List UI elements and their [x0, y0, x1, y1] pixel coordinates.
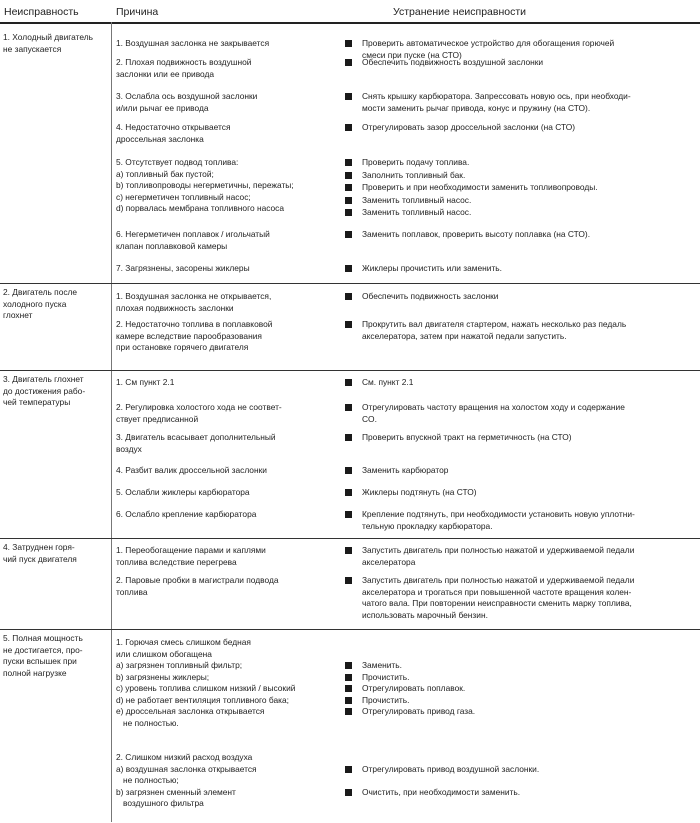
cause-text: и/или рычаг ее привода: [116, 102, 209, 113]
remedy-text: Очистить, при необходимости заменить.: [362, 787, 521, 797]
cause-text: 4. Недостаточно открывается: [116, 122, 231, 132]
section-rule: [0, 629, 700, 630]
remedy-text: Заменить карбюратор: [362, 465, 449, 475]
bullet-square-icon: [345, 184, 352, 191]
bullet-square-icon: [345, 789, 352, 796]
cause-text: 2. Регулировка холостого хода не соответ-: [116, 402, 282, 412]
fault-text: полной нагрузке: [3, 667, 67, 678]
bullet-square-icon: [345, 124, 352, 131]
cause-text: ствует предписанной: [116, 413, 199, 424]
cause-text: не полностью.: [116, 717, 179, 728]
fault-text: глохнет: [3, 310, 33, 320]
remedy-text: Заменить поплавок, проверить высоту поплавка (на СТО).: [362, 229, 591, 239]
cause-text: 1. Переобогащение парами и каплями: [116, 545, 266, 555]
fault-text: не достигается, про-: [3, 644, 83, 655]
section-rule: [0, 538, 700, 539]
remedy-text: Обеспечить подвижность воздушной заслонки: [362, 57, 544, 67]
remedy-text: Отрегулировать зазор дроссельной заслонки (на СТО): [362, 122, 576, 132]
cause-text: воздушного фильтра: [116, 798, 204, 808]
cause-text: 7. Загрязнены, засорены жиклеры: [116, 263, 250, 273]
cause-text: d) не работает вентиляция топливного бака;: [116, 694, 290, 705]
cause-text: топлива вследствие перегрева: [116, 556, 237, 567]
remedy-text: Запустить двигатель при полностью нажатой и удерживаемой педали: [362, 545, 635, 555]
remedy-text: Проверить впускной тракт на герметичность (на СТО): [362, 432, 572, 442]
remedy-text: Проверить автоматическое устройство для обогащения горючей: [362, 38, 615, 48]
remedy-text: Заменить топливный насос.: [362, 194, 472, 205]
remedy-text: Запустить двигатель при полностью нажатой и удерживаемой педали: [362, 575, 635, 585]
bullet-square-icon: [345, 40, 352, 47]
fault-text: чей температуры: [3, 397, 71, 407]
bullet-square-icon: [345, 674, 352, 681]
bullet-square-icon: [345, 172, 352, 179]
section-rule: [0, 370, 700, 371]
cause-text: 5. Отсутствует подвод топлива:: [116, 157, 239, 167]
bullet-square-icon: [345, 231, 352, 238]
column-divider: [111, 22, 112, 822]
bullet-square-icon: [345, 662, 352, 669]
remedy-text: акселератора: [362, 556, 416, 567]
fault-text: не запускается: [3, 43, 62, 54]
cause-text: 6. Ослабло крепление карбюратора: [116, 509, 257, 519]
remedy-text: смеси при пуске (на СТО): [362, 49, 462, 60]
bullet-square-icon: [345, 197, 352, 204]
bullet-square-icon: [345, 59, 352, 66]
cause-text: c) негерметичен топливный насос;: [116, 191, 251, 202]
fault-text: 5. Полная мощность: [3, 633, 83, 643]
bullet-square-icon: [345, 708, 352, 715]
cause-text: 3. Двигатель всасывает дополнительный: [116, 432, 276, 442]
bullet-square-icon: [345, 293, 352, 300]
header-cause: Причина: [116, 6, 159, 18]
fault-text: до достижения рабо-: [3, 385, 86, 396]
remedy-text: Крепление подтянуть, при необходимости установить новую уплотни-: [362, 509, 635, 519]
cause-text: 6. Негерметичен поплавок / игольчатый: [116, 229, 270, 239]
remedy-text: Прокрутить вал двигателя стартером, нажать несколько раз педаль: [362, 319, 627, 329]
cause-text: 2. Плохая подвижность воздушной: [116, 57, 252, 67]
bullet-square-icon: [345, 511, 352, 518]
bullet-square-icon: [345, 321, 352, 328]
cause-text: 5. Ослабли жиклеры карбюратора: [116, 487, 250, 497]
remedy-text: Снять крышку карбюратора. Запрессовать новую ось, при необходи-: [362, 91, 631, 101]
cause-text: воздух: [116, 443, 142, 454]
fault-text: пуски вспышек при: [3, 656, 77, 666]
cause-text: или слишком обогащена: [116, 648, 212, 659]
cause-text: 4. Разбит валик дроссельной заслонки: [116, 465, 267, 475]
remedy-text: Отрегулировать поплавок.: [362, 683, 466, 693]
bullet-square-icon: [345, 265, 352, 272]
remedy-text: Заменить топливный насос.: [362, 207, 472, 217]
fault-text: 3. Двигатель глохнет: [3, 374, 84, 384]
remedy-text: использовать марочный бензин.: [362, 609, 488, 620]
header-rule: [0, 22, 700, 24]
header-remedy: Устранение неисправности: [393, 6, 527, 18]
bullet-square-icon: [345, 489, 352, 496]
fault-text: 1. Холодный двигатель: [3, 32, 93, 42]
remedy-text: акселератора, затем при нажатой педали запустить.: [362, 330, 567, 341]
cause-text: e) дроссельная заслонка открывается: [116, 706, 265, 716]
remedy-text: См. пункт 2.1: [362, 377, 414, 387]
cause-text: 2. Недостаточно топлива в поплавковой: [116, 319, 273, 329]
cause-text: топлива: [116, 586, 148, 597]
cause-text: плохая подвижность заслонки: [116, 302, 234, 313]
cause-text: 1. Воздушная заслонка не открывается,: [116, 291, 272, 301]
fault-text: 2. Двигатель после: [3, 287, 78, 297]
bullet-square-icon: [345, 379, 352, 386]
cause-text: дроссельная заслонка: [116, 133, 204, 144]
remedy-text: Проверить и при необходимости заменить топливопроводы.: [362, 182, 598, 192]
bullet-square-icon: [345, 467, 352, 474]
remedy-text: тельную прокладку карбюратора.: [362, 520, 493, 531]
bullet-square-icon: [345, 93, 352, 100]
remedy-text: Прочистить.: [362, 694, 410, 705]
cause-text: при остановке горячего двигателя: [116, 342, 249, 352]
remedy-text: Жиклеры прочистить или заменить.: [362, 263, 502, 273]
bullet-square-icon: [345, 434, 352, 441]
cause-text: a) воздушная заслонка открывается: [116, 763, 257, 774]
cause-text: d) порвалась мембрана топливного насоса: [116, 203, 285, 213]
remedy-text: Заменить.: [362, 660, 402, 670]
cause-text: c) уровень топлива слишком низкий / высокий: [116, 683, 296, 693]
cause-text: 1. См пункт 2.1: [116, 377, 175, 387]
remedy-text: Проверить подачу топлива.: [362, 157, 470, 167]
cause-text: a) топливный бак пустой;: [116, 168, 214, 179]
remedy-text: Заполнить топливный бак.: [362, 169, 466, 180]
cause-text: 2. Слишком низкий расход воздуха: [116, 752, 253, 762]
remedy-text: Отрегулировать частоту вращения на холостом ходу и содержание: [362, 402, 625, 412]
cause-text: 3. Ослабла ось воздушной заслонки: [116, 91, 258, 101]
bullet-square-icon: [345, 159, 352, 166]
cause-text: 2. Паровые пробки в магистрали подвода: [116, 575, 279, 585]
bullet-square-icon: [345, 697, 352, 704]
bullet-square-icon: [345, 577, 352, 584]
remedy-text: мости заменить рычаг привода, конус и пружину (на СТО).: [362, 102, 591, 113]
cause-text: заслонки или ее привода: [116, 68, 215, 79]
fault-text: чий пуск двигателя: [3, 553, 77, 564]
cause-text: 1. Воздушная заслонка не закрывается: [116, 38, 270, 48]
remedy-text: CO.: [362, 413, 377, 424]
header-fault: Неисправность: [4, 6, 79, 18]
bullet-square-icon: [345, 209, 352, 216]
remedy-text: акселератора и трогаться при повышенной частоте вращения колен-: [362, 586, 632, 597]
cause-text: b) загрязнены жиклеры;: [116, 671, 210, 682]
bullet-square-icon: [345, 547, 352, 554]
bullet-square-icon: [345, 404, 352, 411]
cause-text: камере вследствие парообразования: [116, 330, 262, 341]
fault-text: 4. Затруднен горя-: [3, 542, 75, 552]
remedy-text: чатого вала. При повторении неисправности сменить марку топлива,: [362, 598, 632, 608]
cause-text: b) загрязнен сменный элемент: [116, 786, 236, 797]
bullet-square-icon: [345, 766, 352, 773]
remedy-text: Отрегулировать привод газа.: [362, 706, 476, 716]
cause-text: b) топливопроводы негерметичны, пережаты;: [116, 180, 294, 190]
cause-text: 1. Горючая смесь слишком бедная: [116, 637, 251, 647]
cause-text: a) загрязнен топливный фильтр;: [116, 660, 243, 670]
cause-text: клапан поплавковой камеры: [116, 240, 228, 251]
bullet-square-icon: [345, 685, 352, 692]
section-rule: [0, 283, 700, 284]
remedy-text: Отрегулировать привод воздушной заслонки.: [362, 764, 540, 774]
remedy-text: Прочистить.: [362, 671, 410, 682]
cause-text: не полностью;: [116, 775, 179, 785]
remedy-text: Обеспечить подвижность заслонки: [362, 291, 499, 301]
fault-text: холодного пуска: [3, 298, 67, 309]
remedy-text: Жиклеры подтянуть (на СТО): [362, 487, 477, 497]
